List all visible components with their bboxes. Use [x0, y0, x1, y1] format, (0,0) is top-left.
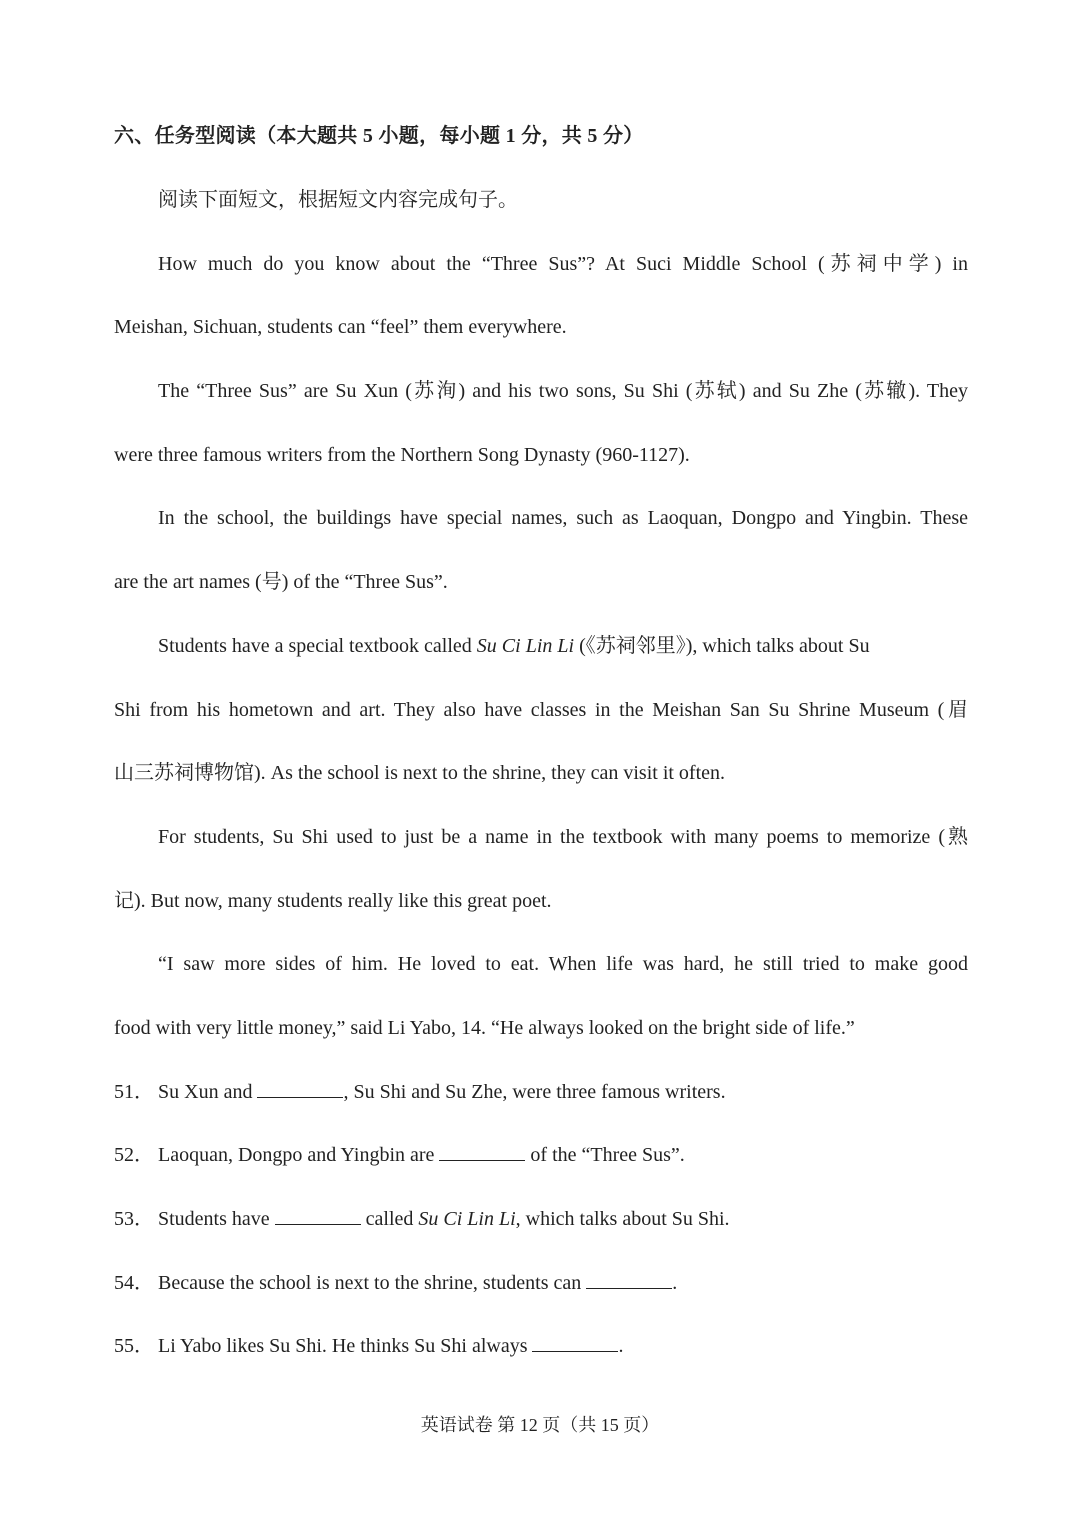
- passage-line: Meishan, Sichuan, students can “feel” them everywhere.: [114, 316, 567, 338]
- question-text: of the “Three Sus”.: [525, 1144, 685, 1166]
- question-text: Because the school is next to the shrine, students can: [158, 1272, 587, 1294]
- question-text: Li Yabo likes Su Shi. He thinks Su Shi always: [158, 1335, 533, 1357]
- text-span: (《苏祠邻里》), which talks about Su: [574, 635, 870, 657]
- question-52: [114, 1141, 685, 1169]
- passage-line: Shi from his hometown and art. They also have classes in the Meishan San Su Shrine Museum (眉: [114, 699, 968, 721]
- passage-line: In the school, the buildings have special names, such as Laoquan, Dongpo and Yingbin. These: [158, 507, 968, 529]
- question-number: 55．: [114, 1335, 154, 1357]
- book-title: Su Ci Lin Li: [476, 635, 575, 657]
- passage-line: How much do you know about the “Three Sus”? At Suci Middle School (苏祠中学) in: [158, 253, 968, 275]
- question-53: [114, 1205, 730, 1233]
- question-text: .: [618, 1335, 624, 1357]
- answer-blank[interactable]: [257, 1079, 343, 1098]
- question-text: Students have: [158, 1208, 275, 1230]
- section-heading: 六、任务型阅读（本大题共 5 小题，每小题 1 分，共 5 分）: [114, 125, 644, 147]
- question-text: , Su Shi and Su Zhe, were three famous writers.: [343, 1081, 726, 1103]
- passage-line: “I saw more sides of him. He loved to eat. When life was hard, he still tried to make good: [158, 953, 968, 975]
- answer-blank[interactable]: [532, 1333, 618, 1352]
- question-number: 52．: [114, 1144, 154, 1166]
- question-number: 54．: [114, 1272, 154, 1294]
- text-span: Students have a special textbook called: [158, 635, 477, 657]
- book-title: Su Ci Lin Li: [418, 1208, 516, 1230]
- question-text: Su Xun and: [158, 1081, 258, 1103]
- question-number: 53．: [114, 1208, 154, 1230]
- question-text: called: [360, 1208, 419, 1230]
- passage-line: 山三苏祠博物馆). As the school is next to the shrine, they can visit it often.: [114, 762, 726, 784]
- passage-line: were three famous writers from the Northern Song Dynasty (960-1127).: [114, 444, 690, 466]
- passage-line: For students, Su Shi used to just be a name in the textbook with many poems to memorize (熟: [158, 826, 968, 848]
- passage-line: food with very little money,” said Li Yabo, 14. “He always looked on the bright side of life.”: [114, 1017, 855, 1039]
- question-text: , which talks about Su Shi.: [515, 1208, 730, 1230]
- answer-blank[interactable]: [586, 1270, 672, 1289]
- question-51: [114, 1078, 726, 1106]
- answer-blank[interactable]: [439, 1142, 525, 1161]
- question-text: .: [672, 1272, 678, 1294]
- instruction: 阅读下面短文，根据短文内容完成句子。: [158, 189, 518, 211]
- page-footer: 英语试卷 第 12 页（共 15 页）: [420, 1415, 660, 1435]
- question-54: [114, 1269, 677, 1297]
- answer-blank[interactable]: [275, 1206, 361, 1225]
- passage-line: [158, 632, 968, 660]
- passage-line: are the art names (号) of the “Three Sus”.: [114, 571, 448, 593]
- question-number: 51．: [114, 1081, 154, 1103]
- question-text: Laoquan, Dongpo and Yingbin are: [158, 1144, 440, 1166]
- question-55: [114, 1332, 623, 1360]
- passage-line: The “Three Sus” are Su Xun (苏洵) and his two sons, Su Shi (苏轼) and Su Zhe (苏辙). They: [158, 380, 968, 402]
- passage-line: 记). But now, many students really like this great poet.: [114, 890, 552, 912]
